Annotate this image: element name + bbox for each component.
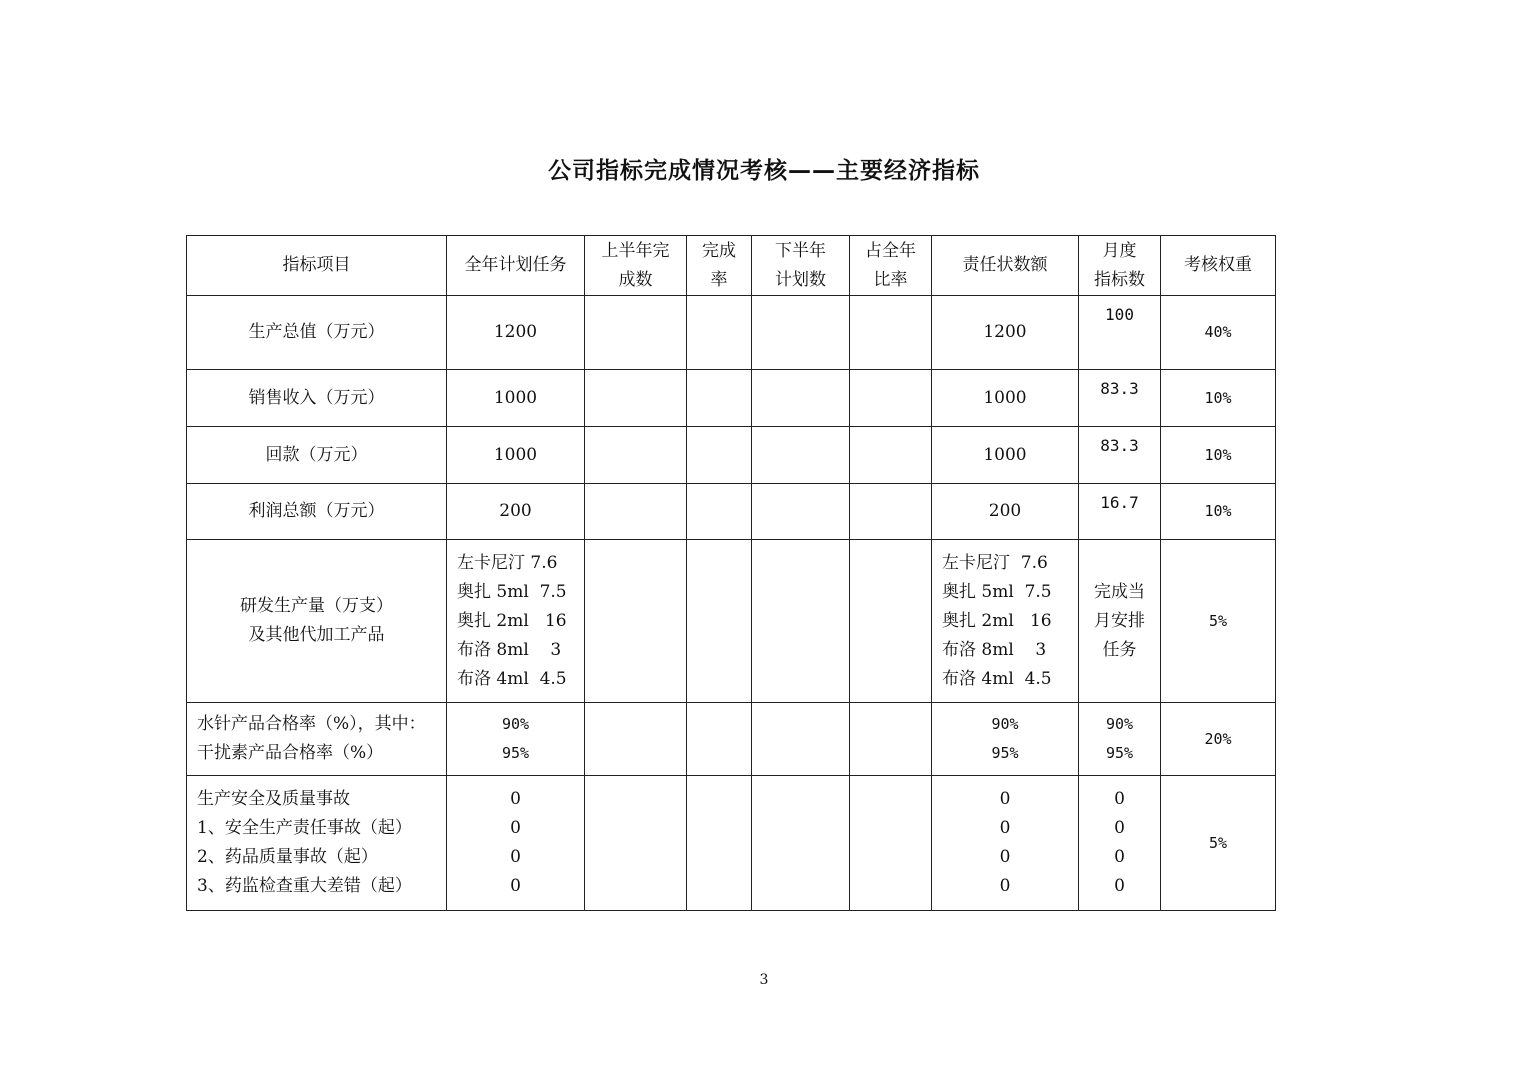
row-annual-plan: 0 0 0 0 [447,776,585,911]
row-rate [687,540,752,703]
row-item: 生产安全及质量事故 1、安全生产责任事故（起） 2、药品质量事故（起） 3、药监检查重大差错（起） [187,776,447,911]
header-h1-done: 上半年完 成数 [585,236,687,296]
row-h1-done [585,427,687,484]
row-weight: 5% [1161,540,1276,703]
row-contract: 左卡尼汀 7.6 奥扎 5ml 7.5 奥扎 2ml 16 布洛 8ml 3 布洛 4ml 4.5 [932,540,1079,703]
row-share [850,540,932,703]
row-monthly: 83.3 [1079,427,1161,484]
header-h2-plan: 下半年 计划数 [752,236,850,296]
row-h2-plan [752,484,850,540]
row-contract: 90% 95% [932,703,1079,776]
table-row [187,776,1276,911]
row-contract: 1000 [932,370,1079,427]
row-weight: 10% [1161,484,1276,540]
row-h1-done [585,296,687,370]
row-item: 销售收入（万元） [187,370,447,427]
header-monthly-target: 月度 指标数 [1079,236,1161,296]
header-annual-plan: 全年计划任务 [447,236,585,296]
row-annual-plan: 1000 [447,427,585,484]
row-item: 回款（万元） [187,427,447,484]
row-h1-done [585,703,687,776]
row-h1-done [585,776,687,911]
row-contract: 1200 [932,296,1079,370]
row-h1-done [585,540,687,703]
row-share [850,776,932,911]
table-row [187,296,1276,370]
row-annual-plan: 1000 [447,370,585,427]
row-rate [687,484,752,540]
row-share [850,296,932,370]
row-monthly: 90% 95% [1079,703,1161,776]
header-weight: 考核权重 [1161,236,1276,296]
header-row [187,236,1276,296]
row-annual-plan: 90% 95% [447,703,585,776]
row-weight: 10% [1161,427,1276,484]
row-annual-plan: 1200 [447,296,585,370]
row-rate [687,427,752,484]
row-weight: 20% [1161,703,1276,776]
table-row [187,427,1276,484]
row-rate [687,703,752,776]
row-rate [687,776,752,911]
page-number: 3 [759,972,769,988]
row-item: 水针产品合格率（%），其中： 干扰素产品合格率（%） [187,703,447,776]
table-row [187,540,1276,703]
row-annual-plan: 200 [447,484,585,540]
row-share [850,484,932,540]
row-item: 研发生产量（万支） 及其他代加工产品 [187,540,447,703]
row-h2-plan [752,703,850,776]
table-row [187,703,1276,776]
row-rate [687,296,752,370]
row-item: 利润总额（万元） [187,484,447,540]
row-h2-plan [752,540,850,703]
row-h2-plan [752,776,850,911]
row-weight: 40% [1161,296,1276,370]
row-monthly: 83.3 [1079,370,1161,427]
row-h2-plan [752,370,850,427]
row-h1-done [585,484,687,540]
table-row [187,484,1276,540]
row-weight: 10% [1161,370,1276,427]
row-annual-plan: 左卡尼汀 7.6 奥扎 5ml 7.5 奥扎 2ml 16 布洛 8ml 3 布洛 4ml 4.5 [447,540,585,703]
row-monthly: 16.7 [1079,484,1161,540]
kpi-table [186,235,1276,911]
row-contract: 0 0 0 0 [932,776,1079,911]
row-item: 生产总值（万元） [187,296,447,370]
row-weight: 5% [1161,776,1276,911]
row-h2-plan [752,296,850,370]
row-monthly: 0 0 0 0 [1079,776,1161,911]
header-completion-rate: 完成 率 [687,236,752,296]
row-monthly: 完成当 月安排 任务 [1079,540,1161,703]
row-rate [687,370,752,427]
row-share [850,427,932,484]
header-annual-share: 占全年 比率 [850,236,932,296]
header-contract-amount: 责任状数额 [932,236,1079,296]
header-item: 指标项目 [187,236,447,296]
row-contract: 1000 [932,427,1079,484]
table-row [187,370,1276,427]
row-h2-plan [752,427,850,484]
document-title: 公司指标完成情况考核——主要经济指标 [548,158,980,184]
row-monthly: 100 [1079,296,1161,370]
row-share [850,370,932,427]
row-share [850,703,932,776]
row-contract: 200 [932,484,1079,540]
row-h1-done [585,370,687,427]
